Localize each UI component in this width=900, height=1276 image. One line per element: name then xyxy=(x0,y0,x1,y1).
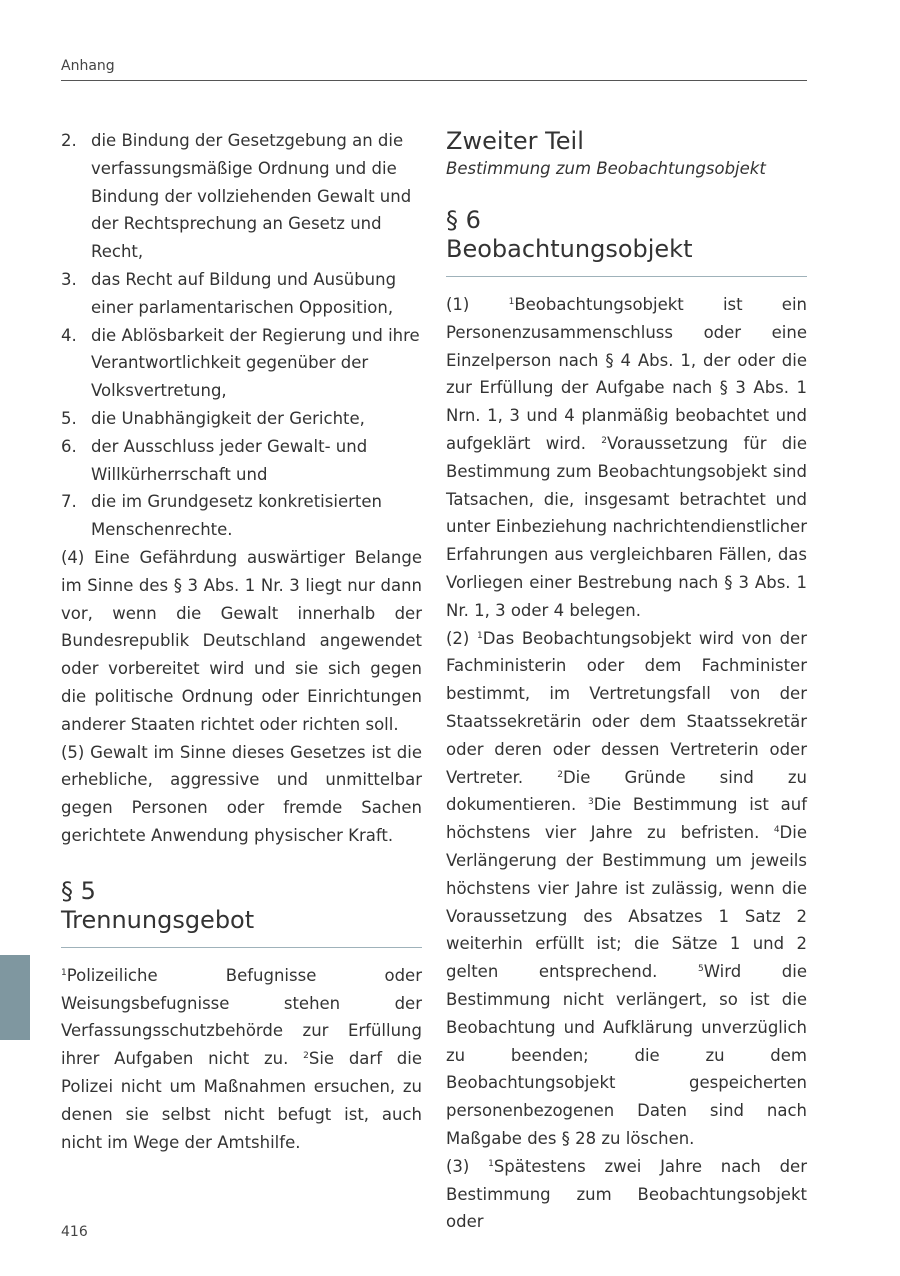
paragraph-4: (4) Eine Gefährdung auswärtiger Belange im Sinne des § 3 Abs. 1 Nr. 3 liegt nur dann vor, wenn die Gewalt innerhalb der Bundesrepublik Deutschland angewendet oder vorbereitet wird und sie sich gegen die politische Ordnung oder Einrichtungen anderer Staaten richtet oder richten soll. xyxy=(61,547,422,734)
list-item: 6. der Ausschluss jeder Gewalt- und Willkürherrschaft und xyxy=(61,436,368,484)
section-6-paragraph-1: (1) $^1$Beobachtungsobjekt ist ein Personenzusammenschluss oder eine Einzelperson nach § 4 Abs. 1, der oder die zur Erfüllung der Aufgabe nach § 3 Abs. 1 Nrn. 1, 3 und 4 planmäßig beobachtet und aufgeklärt wird. $^2$Voraussetzung für die Bestimmung zum Beobachtungsobjekt sind Tatsachen, die, insgesamt betrachtet und unter Einbeziehung nachrichtendienstlicher Erfahrungen aus vergleichbaren Fällen, das Vorliegen einer Bestrebung nach § 3 Abs. 1 Nr. 1, 3 oder 4 belegen. xyxy=(446,295,808,620)
section-5-title: Trennungsgebot xyxy=(61,905,255,934)
list-item: 3. das Recht auf Bildung und Ausübung einer parlamentarischen Opposition, xyxy=(61,269,397,317)
page-number: 416 xyxy=(61,1224,88,1240)
list-item: 5. die Unabhängigkeit der Gerichte, xyxy=(61,408,365,428)
section-6-paragraph-3: (3) $^1$Spätestens zwei Jahre nach der Bestimmung zum Beobachtungsobjekt oder xyxy=(446,1156,807,1232)
right-column xyxy=(446,127,807,1236)
section-6-number: § 6 xyxy=(446,206,481,234)
section-6-title: Beobachtungsobjekt xyxy=(446,235,693,263)
section-6-paragraph-2: (2) $^1$Das Beobachtungsobjekt wird von der Fachministerin oder dem Fachminister bestimmt, im Vertretungsfall von der Staatssekretärin oder dem Staatssekretär oder deren oder dessen Vertreterin oder Vertreter. $^2$Die Gründe sind zu dokumentieren. $^3$Die Bestimmung ist auf höchstens vier Jahre zu befristen. $^4$Die Verlängerung der Bestimmung um jeweils höchstens vier Jahre ist zulässig, wenn die Voraussetzung des Absatzes 1 Satz 2 weiterhin erfüllt ist; die Sätze 1 und 2 gelten entsprechend. $^5$Wird die Bestimmung nicht verlängert, so ist die Beobachtung und Aufklärung unverzüglich zu beenden; die zu dem Beobachtungsobjekt gespeicherten personenbezogenen Daten sind nach Maßgabe des § 28 zu löschen. xyxy=(446,628,808,1148)
list-item: 2. die Bindung der Gesetzgebung an die verfassungsmäßige Ordnung und die Bindung der vollziehenden Gewalt und der Rechtsprechung an Gesetz und Recht, xyxy=(61,131,412,262)
paragraph-5: (5) Gewalt im Sinne dieses Gesetzes ist die erhebliche, aggressive und unmittelbar gegen Personen oder fremde Sachen gerichtete Anwendung physischer Kraft. xyxy=(61,742,422,845)
section-5-text: $^1$Polizeiliche Befugnisse oder Weisungsbefugnisse stehen der Verfassungsschutzbehörde zur Erfüllung ihrer Aufgaben nicht zu. $^2$Sie darf die Polizei nicht um Maßnahmen ersuchen, zu denen sie selbst nicht befugt ist, auch nicht im Wege der Amtshilfe. xyxy=(61,965,422,1152)
list-item: 4. die Ablösbarkeit der Regierung und ihre Verantwortlichkeit gegenüber der Volksvertretung, xyxy=(61,325,420,401)
left-column xyxy=(61,127,422,1156)
section-5-number: § 5 xyxy=(61,876,96,905)
header-rule xyxy=(61,80,807,81)
running-head: Anhang xyxy=(61,58,115,74)
chapter-thumb-tab xyxy=(0,955,30,1040)
list-item: 7. die im Grundgesetz konkretisierten Menschenrechte. xyxy=(61,492,382,540)
principles-list xyxy=(61,127,422,544)
part-subtitle: Bestimmung zum Beobachtungsobjekt xyxy=(446,159,766,178)
part-title: Zweiter Teil xyxy=(446,127,584,155)
